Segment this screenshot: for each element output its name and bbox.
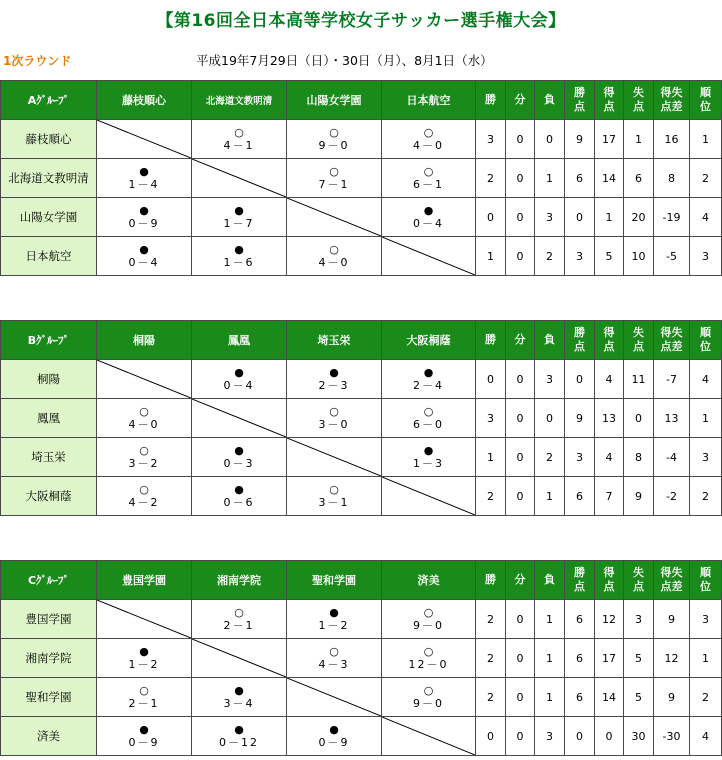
win-mark: ○ — [329, 243, 339, 256]
stat-value: 13 — [595, 399, 624, 438]
opponent-header: 日本航空 — [382, 81, 476, 120]
match-result — [192, 438, 287, 477]
win-mark: ○ — [329, 126, 339, 139]
stat-header: 勝点 — [565, 321, 595, 360]
stat-value: 1 — [476, 237, 506, 276]
match-result — [382, 438, 476, 477]
loss-mark: ● — [423, 204, 434, 217]
team-row — [1, 198, 722, 237]
match-score: 3－2 — [128, 457, 160, 470]
stat-value: 30 — [624, 717, 654, 756]
match-score: 3－0 — [318, 418, 350, 431]
loss-mark: ● — [234, 483, 244, 496]
match-score: 9－0 — [413, 619, 444, 632]
stat-value: 6 — [565, 600, 595, 639]
loss-mark: ● — [234, 723, 244, 736]
team-name: 湘南学院 — [1, 639, 97, 678]
team-name: 北海道文教明清 — [1, 159, 97, 198]
stat-value: 0 — [506, 678, 535, 717]
match-result — [97, 678, 192, 717]
stat-value: 0 — [506, 639, 535, 678]
header-row — [1, 561, 722, 600]
opponent-header: 聖和学園 — [287, 561, 382, 600]
stat-value: 8 — [654, 159, 690, 198]
stat-header: 得点 — [595, 81, 624, 120]
stat-value: 20 — [624, 198, 654, 237]
match-result — [287, 477, 382, 516]
match-score: 1－7 — [223, 217, 255, 230]
stat-value: 2 — [476, 477, 506, 516]
match-result — [192, 477, 287, 516]
stat-header: 得失点差 — [654, 321, 690, 360]
match-result — [382, 120, 476, 159]
match-score: 2－1 — [128, 697, 160, 710]
group-table — [0, 320, 722, 516]
match-result — [382, 159, 476, 198]
self-match-cell — [192, 399, 287, 438]
stat-value: 9 — [565, 120, 595, 159]
stat-value: 5 — [624, 678, 654, 717]
match-score: 0－4 — [128, 256, 160, 269]
self-match-cell — [192, 159, 287, 198]
stat-header: 勝 — [476, 321, 506, 360]
stat-header: 分 — [506, 81, 535, 120]
self-match-cell — [97, 360, 192, 399]
win-mark: ○ — [234, 606, 244, 619]
stat-value: 1 — [535, 477, 565, 516]
win-mark: ○ — [423, 165, 434, 178]
self-match-cell — [287, 678, 382, 717]
stat-value: 6 — [565, 678, 595, 717]
match-result — [287, 639, 382, 678]
stat-value: 3 — [565, 438, 595, 477]
stat-header: 順位 — [690, 81, 722, 120]
match-score: 1－2 — [318, 619, 350, 632]
match-result — [97, 639, 192, 678]
win-mark: ○ — [139, 405, 149, 418]
round-label: 1次ラウンド — [3, 54, 72, 68]
stat-value: -4 — [654, 438, 690, 477]
stat-value: 1 — [535, 678, 565, 717]
stat-value: 9 — [565, 399, 595, 438]
match-result — [97, 237, 192, 276]
match-score: 0－3 — [223, 457, 255, 470]
stat-value: 17 — [595, 639, 624, 678]
stat-value: 0 — [535, 120, 565, 159]
match-score: 2－1 — [223, 619, 255, 632]
win-mark: ○ — [139, 483, 149, 496]
stat-header: 失点 — [624, 321, 654, 360]
match-result — [192, 600, 287, 639]
team-row — [1, 600, 722, 639]
loss-mark: ● — [234, 366, 244, 379]
loss-mark: ● — [329, 723, 339, 736]
group-table — [0, 560, 722, 756]
stat-value: 12 — [654, 639, 690, 678]
match-result — [287, 159, 382, 198]
stat-header: 勝点 — [565, 81, 595, 120]
stat-value: 14 — [595, 678, 624, 717]
loss-mark: ● — [234, 684, 244, 697]
stat-value: 0 — [535, 399, 565, 438]
stat-header: 分 — [506, 321, 535, 360]
match-score: 4－3 — [318, 658, 350, 671]
stat-header: 勝点 — [565, 561, 595, 600]
match-result — [192, 678, 287, 717]
loss-mark: ● — [329, 606, 339, 619]
match-score: 4－0 — [413, 139, 444, 152]
team-name: 日本航空 — [1, 237, 97, 276]
match-result — [382, 399, 476, 438]
stat-value: 14 — [595, 159, 624, 198]
stat-header: 順位 — [690, 561, 722, 600]
stat-value: 17 — [595, 120, 624, 159]
stat-value: 1 — [535, 600, 565, 639]
group-label: Aｸﾞﾙｰﾌﾟ — [1, 81, 97, 120]
stat-header: 負 — [535, 321, 565, 360]
team-name: 山陽女学園 — [1, 198, 97, 237]
opponent-header: 桐陽 — [97, 321, 192, 360]
match-score: 6－0 — [413, 418, 444, 431]
match-score: 0－9 — [128, 217, 160, 230]
stat-value: 2 — [476, 600, 506, 639]
stat-value: 0 — [624, 399, 654, 438]
team-row — [1, 477, 722, 516]
stat-value: 0 — [476, 360, 506, 399]
stat-value: 2 — [476, 639, 506, 678]
stat-value: 0 — [565, 360, 595, 399]
match-score: 3－4 — [223, 697, 255, 710]
match-result — [287, 717, 382, 756]
stat-value: 3 — [690, 600, 722, 639]
stat-value: 1 — [624, 120, 654, 159]
team-row — [1, 717, 722, 756]
stat-value: 2 — [690, 477, 722, 516]
match-score: 9－0 — [413, 697, 444, 710]
win-mark: ○ — [329, 165, 339, 178]
stat-value: 3 — [624, 600, 654, 639]
match-result — [382, 198, 476, 237]
self-match-cell — [382, 477, 476, 516]
match-result — [382, 678, 476, 717]
group-label: Bｸﾞﾙｰﾌﾟ — [1, 321, 97, 360]
win-mark: ○ — [423, 684, 434, 697]
opponent-header: 湘南学院 — [192, 561, 287, 600]
match-result — [382, 360, 476, 399]
stat-value: -7 — [654, 360, 690, 399]
stat-value: 2 — [476, 159, 506, 198]
match-result — [287, 120, 382, 159]
stat-value: 3 — [535, 360, 565, 399]
stat-value: 0 — [506, 360, 535, 399]
stat-value: 0 — [506, 120, 535, 159]
match-result — [287, 237, 382, 276]
match-score: 0－9 — [128, 736, 160, 749]
team-name: 大阪桐蔭 — [1, 477, 97, 516]
stat-value: -19 — [654, 198, 690, 237]
match-score: 0－12 — [219, 736, 259, 749]
stat-value: 2 — [690, 678, 722, 717]
stat-value: 0 — [506, 600, 535, 639]
stat-value: 4 — [690, 360, 722, 399]
loss-mark: ● — [423, 444, 434, 457]
match-score: 6－1 — [413, 178, 444, 191]
stat-value: 3 — [565, 237, 595, 276]
match-score: 2－3 — [318, 379, 350, 392]
win-mark: ○ — [423, 606, 434, 619]
stat-value: 1 — [690, 120, 722, 159]
team-name: 桐陽 — [1, 360, 97, 399]
stat-value: 0 — [506, 198, 535, 237]
loss-mark: ● — [139, 204, 149, 217]
stat-header: 分 — [506, 561, 535, 600]
match-result — [97, 399, 192, 438]
loss-mark: ● — [234, 243, 244, 256]
stat-value: 0 — [595, 717, 624, 756]
team-name: 鳳凰 — [1, 399, 97, 438]
match-score: 1－6 — [223, 256, 255, 269]
stat-value: 8 — [624, 438, 654, 477]
stat-header: 負 — [535, 81, 565, 120]
stat-value: 13 — [654, 399, 690, 438]
match-result — [97, 717, 192, 756]
group-label: Cｸﾞﾙｰﾌﾟ — [1, 561, 97, 600]
loss-mark: ● — [139, 645, 149, 658]
team-row — [1, 639, 722, 678]
header-row — [1, 321, 722, 360]
match-result — [287, 360, 382, 399]
header-row — [1, 81, 722, 120]
win-mark: ○ — [423, 645, 434, 658]
self-match-cell — [382, 237, 476, 276]
team-row — [1, 678, 722, 717]
match-score: 4－1 — [223, 139, 255, 152]
match-score: 0－4 — [413, 217, 444, 230]
stat-value: 0 — [506, 717, 535, 756]
stat-value: 0 — [506, 438, 535, 477]
loss-mark: ● — [234, 204, 244, 217]
stat-value: 16 — [654, 120, 690, 159]
stat-value: 5 — [595, 237, 624, 276]
team-name: 豊国学園 — [1, 600, 97, 639]
stat-value: 1 — [535, 159, 565, 198]
stat-value: 3 — [535, 717, 565, 756]
match-score: 1－3 — [413, 457, 444, 470]
opponent-header: 鳳凰 — [192, 321, 287, 360]
stat-header: 得点 — [595, 561, 624, 600]
team-name: 聖和学園 — [1, 678, 97, 717]
match-result — [192, 360, 287, 399]
team-name: 藤枝順心 — [1, 120, 97, 159]
stat-value: 0 — [565, 717, 595, 756]
opponent-header: 山陽女学園 — [287, 81, 382, 120]
team-row — [1, 120, 722, 159]
stat-value: 6 — [565, 639, 595, 678]
team-row — [1, 159, 722, 198]
stat-value: 9 — [654, 600, 690, 639]
team-row — [1, 237, 722, 276]
stat-header: 勝 — [476, 81, 506, 120]
loss-mark: ● — [234, 444, 244, 457]
match-score: 0－4 — [223, 379, 255, 392]
stat-header: 得失点差 — [654, 561, 690, 600]
match-score: 2－4 — [413, 379, 444, 392]
stat-value: 9 — [654, 678, 690, 717]
stat-value: 4 — [690, 198, 722, 237]
stat-value: 4 — [595, 360, 624, 399]
stat-value: 3 — [690, 438, 722, 477]
stat-value: 0 — [506, 159, 535, 198]
stat-value: 5 — [624, 639, 654, 678]
win-mark: ○ — [139, 684, 149, 697]
loss-mark: ● — [139, 165, 149, 178]
match-result — [287, 600, 382, 639]
stat-value: 1 — [690, 399, 722, 438]
match-score: 7－1 — [318, 178, 350, 191]
stat-value: 7 — [595, 477, 624, 516]
match-score: 0－6 — [223, 496, 255, 509]
team-name: 埼玉栄 — [1, 438, 97, 477]
team-row — [1, 360, 722, 399]
match-result — [192, 198, 287, 237]
stat-value: 6 — [624, 159, 654, 198]
win-mark: ○ — [234, 126, 244, 139]
match-score: 12－0 — [408, 658, 449, 671]
win-mark: ○ — [423, 405, 434, 418]
stat-value: 1 — [690, 639, 722, 678]
team-row — [1, 438, 722, 477]
team-row — [1, 399, 722, 438]
stat-value: 4 — [595, 438, 624, 477]
stat-value: -5 — [654, 237, 690, 276]
stat-value: 2 — [476, 678, 506, 717]
win-mark: ○ — [329, 645, 339, 658]
stat-header: 得点 — [595, 321, 624, 360]
self-match-cell — [287, 198, 382, 237]
self-match-cell — [97, 600, 192, 639]
match-result — [382, 639, 476, 678]
stat-value: 1 — [535, 639, 565, 678]
match-score: 3－1 — [318, 496, 350, 509]
self-match-cell — [97, 120, 192, 159]
loss-mark: ● — [329, 366, 339, 379]
opponent-header: 北海道文教明清 — [192, 81, 287, 120]
team-name: 済美 — [1, 717, 97, 756]
stat-value: -30 — [654, 717, 690, 756]
stat-value: 3 — [476, 120, 506, 159]
match-result — [97, 477, 192, 516]
self-match-cell — [382, 717, 476, 756]
match-score: 1－4 — [128, 178, 160, 191]
match-result — [192, 237, 287, 276]
stat-value: 0 — [476, 198, 506, 237]
stat-value: 3 — [476, 399, 506, 438]
loss-mark: ● — [423, 366, 434, 379]
match-result — [287, 399, 382, 438]
stat-value: 12 — [595, 600, 624, 639]
stat-value: 10 — [624, 237, 654, 276]
stat-value: 6 — [565, 159, 595, 198]
match-result — [192, 717, 287, 756]
loss-mark: ● — [139, 243, 149, 256]
stat-value: 2 — [690, 159, 722, 198]
win-mark: ○ — [423, 126, 434, 139]
opponent-header: 大阪桐蔭 — [382, 321, 476, 360]
match-result — [382, 600, 476, 639]
stat-value: 3 — [535, 198, 565, 237]
match-dates: 平成19年7月29日（日）・30日（月）、8月1日（水） — [196, 53, 493, 68]
page-title: 【第16回全日本高等学校女子サッカー選手権大会】 — [156, 11, 566, 31]
group-table — [0, 80, 722, 276]
match-result — [192, 120, 287, 159]
match-score: 4－0 — [318, 256, 350, 269]
self-match-cell — [287, 438, 382, 477]
match-score: 9－0 — [318, 139, 350, 152]
opponent-header: 済美 — [382, 561, 476, 600]
stat-value: 1 — [476, 438, 506, 477]
stat-value: 4 — [690, 717, 722, 756]
stat-value: 2 — [535, 237, 565, 276]
loss-mark: ● — [139, 723, 149, 736]
stat-value: 0 — [476, 717, 506, 756]
stat-header: 得失点差 — [654, 81, 690, 120]
stat-value: 9 — [624, 477, 654, 516]
stat-value: -2 — [654, 477, 690, 516]
opponent-header: 藤枝順心 — [97, 81, 192, 120]
opponent-header: 豊国学園 — [97, 561, 192, 600]
stat-value: 2 — [535, 438, 565, 477]
self-match-cell — [192, 639, 287, 678]
stat-value: 0 — [565, 198, 595, 237]
match-score: 0－9 — [318, 736, 350, 749]
stat-value: 0 — [506, 399, 535, 438]
stat-header: 勝 — [476, 561, 506, 600]
match-score: 4－2 — [128, 496, 160, 509]
stat-value: 0 — [506, 237, 535, 276]
stat-value: 3 — [690, 237, 722, 276]
stat-header: 失点 — [624, 81, 654, 120]
match-result — [97, 438, 192, 477]
win-mark: ○ — [139, 444, 149, 457]
stat-value: 11 — [624, 360, 654, 399]
match-score: 4－0 — [128, 418, 160, 431]
stat-header: 負 — [535, 561, 565, 600]
stat-value: 0 — [506, 477, 535, 516]
win-mark: ○ — [329, 483, 339, 496]
match-score: 1－2 — [128, 658, 160, 671]
stat-header: 順位 — [690, 321, 722, 360]
stat-value: 1 — [595, 198, 624, 237]
match-result — [97, 198, 192, 237]
stat-value: 6 — [565, 477, 595, 516]
opponent-header: 埼玉栄 — [287, 321, 382, 360]
stat-header: 失点 — [624, 561, 654, 600]
win-mark: ○ — [329, 405, 339, 418]
match-result — [97, 159, 192, 198]
